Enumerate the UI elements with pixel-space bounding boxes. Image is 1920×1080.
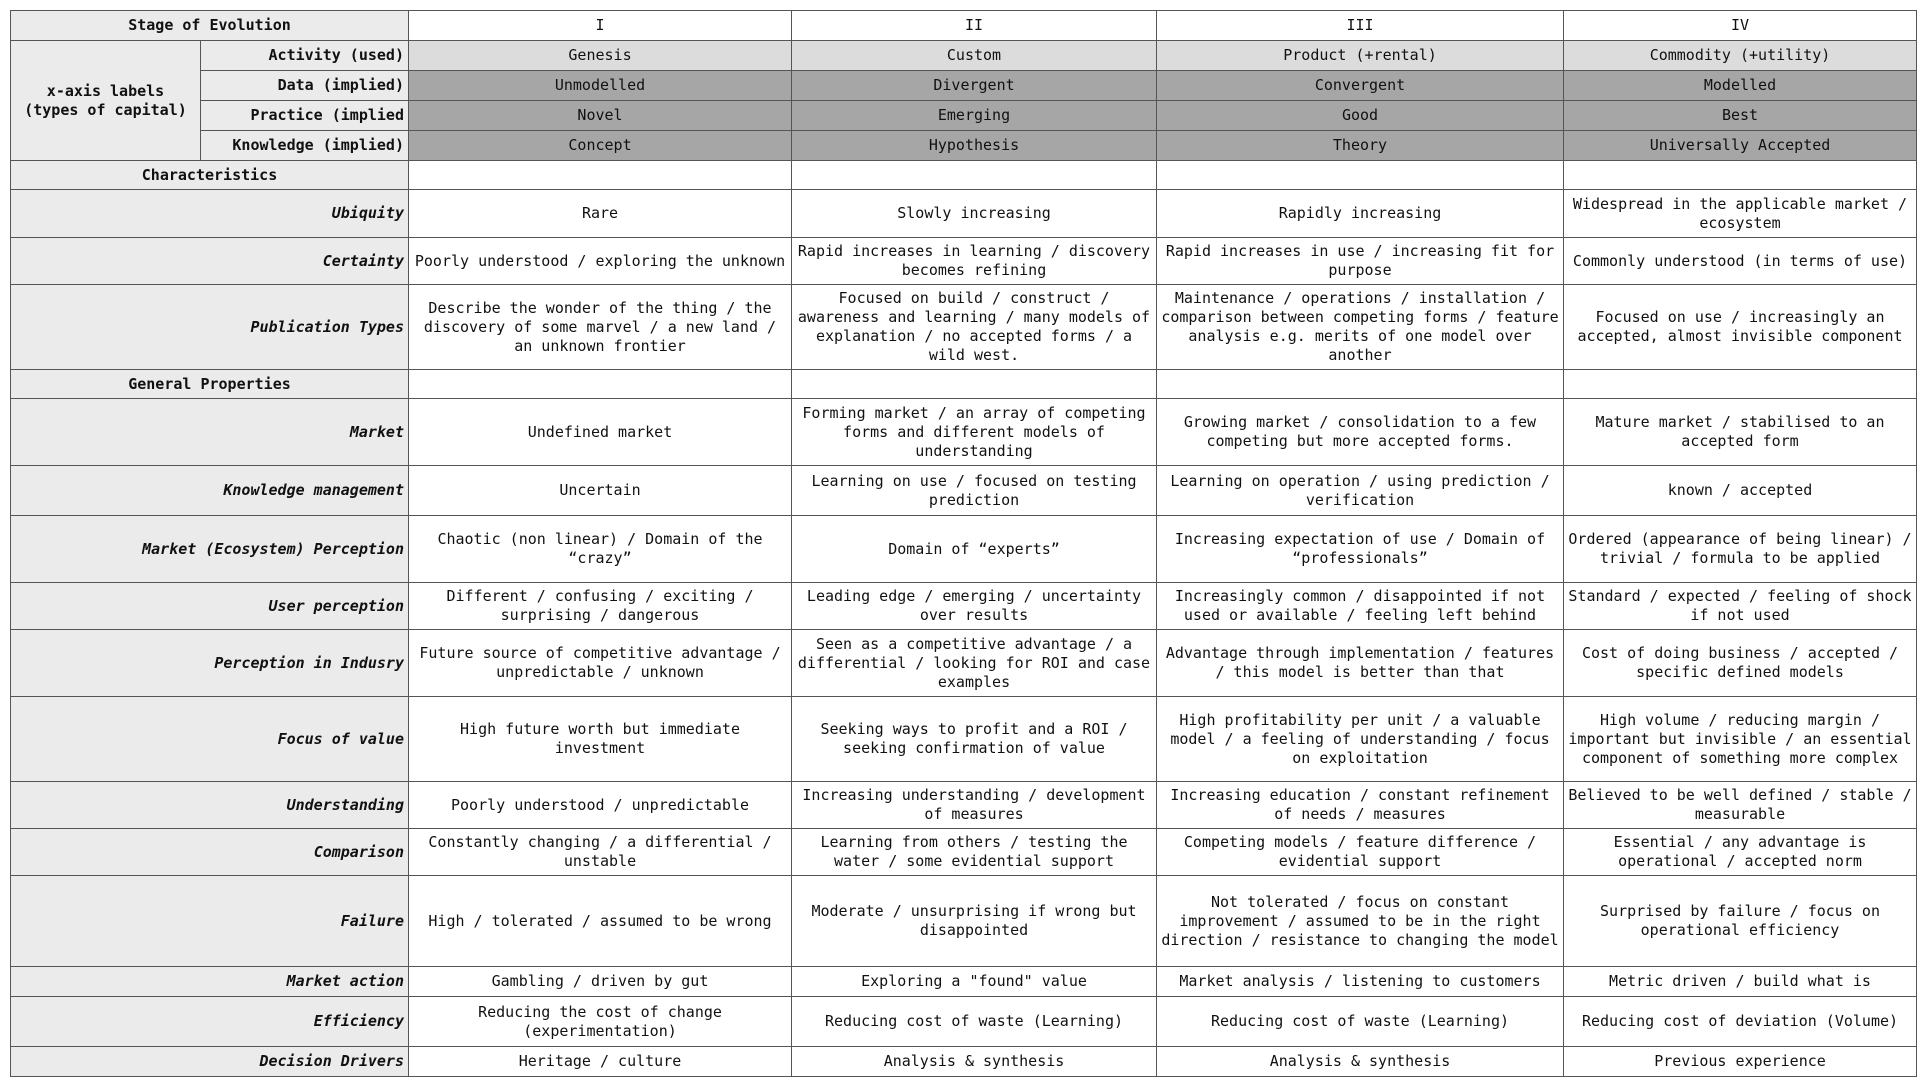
stage-cell: Rapid increases in learning / discovery becomes refining [792, 238, 1157, 285]
stage-cell: Increasing understanding / development of measures [792, 782, 1157, 829]
table-row [11, 782, 1917, 829]
xaxis-cell: Concept [409, 131, 792, 161]
stage-cell: Not tolerated / focus on constant improvement / assumed to be in the right direction / resistance to changing the model [1157, 876, 1564, 967]
table-row [11, 1047, 1917, 1077]
table-row [11, 583, 1917, 630]
stage-cell: Commonly understood (in terms of use) [1564, 238, 1917, 285]
section-blank-cell [1564, 161, 1917, 190]
stage-cell: Uncertain [409, 466, 792, 516]
stage-header-4: IV [1564, 11, 1917, 41]
table-row [11, 876, 1917, 967]
characteristics-section-title: Characteristics [11, 161, 409, 190]
stage-cell: Increasingly common / disappointed if not used or available / feeling left behind [1157, 583, 1564, 630]
table-row [11, 967, 1917, 997]
stage-cell: High future worth but immediate investment [409, 697, 792, 782]
table-row [11, 697, 1917, 782]
stage-cell: High profitability per unit / a valuable model / a feeling of understanding / focus on exploitation [1157, 697, 1564, 782]
stage-cell: Domain of “experts” [792, 516, 1157, 583]
row-label: Market action [11, 967, 409, 997]
xaxis-cell: Product (+rental) [1157, 41, 1564, 71]
row-label: Failure [11, 876, 409, 967]
stage-cell: Cost of doing business / accepted / specific defined models [1564, 630, 1917, 697]
stage-cell: Undefined market [409, 399, 792, 466]
stage-cell: Rapid increases in use / increasing fit for purpose [1157, 238, 1564, 285]
stage-cell: Mature market / stabilised to an accepted form [1564, 399, 1917, 466]
xaxis-cell: Emerging [792, 101, 1157, 131]
section-blank-cell [409, 161, 792, 190]
stage-cell: Forming market / an array of competing forms and different models of understanding [792, 399, 1157, 466]
stage-cell: Ordered (appearance of being linear) / trivial / formula to be applied [1564, 516, 1917, 583]
xaxis-cell: Novel [409, 101, 792, 131]
row-label: Publication Types [11, 285, 409, 370]
stage-cell: Essential / any advantage is operational / accepted norm [1564, 829, 1917, 876]
stage-cell: known / accepted [1564, 466, 1917, 516]
stage-cell: High / tolerated / assumed to be wrong [409, 876, 792, 967]
stage-cell: Describe the wonder of the thing / the discovery of some marvel / a new land / an unknown frontier [409, 285, 792, 370]
row-label: Market (Ecosystem) Perception [11, 516, 409, 583]
stage-cell: Poorly understood / unpredictable [409, 782, 792, 829]
xaxis-row-label: Knowledge (implied) [201, 131, 409, 161]
stage-cell: Competing models / feature difference / evidential support [1157, 829, 1564, 876]
section-blank-cell [792, 161, 1157, 190]
stage-cell: Poorly understood / exploring the unknown [409, 238, 792, 285]
stage-cell: Slowly increasing [792, 190, 1157, 238]
general-properties-section-row [11, 370, 1917, 399]
table-row [11, 516, 1917, 583]
stage-cell: Different / confusing / exciting / surprising / dangerous [409, 583, 792, 630]
stage-cell: Learning on use / focused on testing prediction [792, 466, 1157, 516]
xaxis-row [11, 101, 1917, 131]
stage-cell: Seen as a competitive advantage / a differential / looking for ROI and case examples [792, 630, 1157, 697]
stage-cell: Market analysis / listening to customers [1157, 967, 1564, 997]
section-blank-cell [409, 370, 792, 399]
row-label: Focus of value [11, 697, 409, 782]
stage-cell: Rare [409, 190, 792, 238]
stage-cell: High volume / reducing margin / important but invisible / an essential component of something more complex [1564, 697, 1917, 782]
xaxis-cell: Theory [1157, 131, 1564, 161]
xaxis-row [11, 41, 1917, 71]
row-label: Knowledge management [11, 466, 409, 516]
stage-cell: Maintenance / operations / installation / comparison between competing forms / feature analysis e.g. merits of one model over another [1157, 285, 1564, 370]
stage-cell: Widespread in the applicable market / ecosystem [1564, 190, 1917, 238]
row-label: Market [11, 399, 409, 466]
row-label: Comparison [11, 829, 409, 876]
general-properties-section-title: General Properties [11, 370, 409, 399]
stage-cell: Focused on use / increasingly an accepted, almost invisible component [1564, 285, 1917, 370]
xaxis-cell: Hypothesis [792, 131, 1157, 161]
stage-cell: Previous experience [1564, 1047, 1917, 1077]
stage-cell: Learning from others / testing the water / some evidential support [792, 829, 1157, 876]
stage-cell: Surprised by failure / focus on operational efficiency [1564, 876, 1917, 967]
stage-cell: Moderate / unsurprising if wrong but disappointed [792, 876, 1157, 967]
section-blank-cell [1157, 161, 1564, 190]
stage-cell: Learning on operation / using prediction / verification [1157, 466, 1564, 516]
table-row [11, 399, 1917, 466]
stage-cell: Believed to be well defined / stable / measurable [1564, 782, 1917, 829]
stage-cell: Standard / expected / feeling of shock if not used [1564, 583, 1917, 630]
xaxis-cell: Modelled [1564, 71, 1917, 101]
evolution-table [10, 10, 1917, 1077]
stage-cell: Analysis & synthesis [792, 1047, 1157, 1077]
xaxis-cell: Custom [792, 41, 1157, 71]
stage-cell: Growing market / consolidation to a few competing but more accepted forms. [1157, 399, 1564, 466]
stage-header-row [11, 11, 1917, 41]
table-row [11, 630, 1917, 697]
stage-cell: Future source of competitive advantage / unpredictable / unknown [409, 630, 792, 697]
stage-cell: Chaotic (non linear) / Domain of the “crazy” [409, 516, 792, 583]
xaxis-cell: Good [1157, 101, 1564, 131]
stage-header-2: II [792, 11, 1157, 41]
row-label: Decision Drivers [11, 1047, 409, 1077]
section-blank-cell [1564, 370, 1917, 399]
stage-cell: Rapidly increasing [1157, 190, 1564, 238]
stage-cell: Leading edge / emerging / uncertainty over results [792, 583, 1157, 630]
table-row [11, 190, 1917, 238]
stage-cell: Focused on build / construct / awareness and learning / many models of explanation / no accepted forms / a wild west. [792, 285, 1157, 370]
xaxis-cell: Commodity (+utility) [1564, 41, 1917, 71]
row-label: Efficiency [11, 997, 409, 1047]
stage-cell: Increasing expectation of use / Domain of “professionals” [1157, 516, 1564, 583]
row-label: User perception [11, 583, 409, 630]
table-row [11, 997, 1917, 1047]
xaxis-cell: Unmodelled [409, 71, 792, 101]
table-row [11, 466, 1917, 516]
table-row [11, 285, 1917, 370]
section-blank-cell [792, 370, 1157, 399]
xaxis-cell: Best [1564, 101, 1917, 131]
section-blank-cell [1157, 370, 1564, 399]
stage-cell: Reducing cost of waste (Learning) [792, 997, 1157, 1047]
xaxis-row-label: Activity (used) [201, 41, 409, 71]
table-row [11, 238, 1917, 285]
stage-cell: Reducing cost of deviation (Volume) [1564, 997, 1917, 1047]
xaxis-cell: Universally Accepted [1564, 131, 1917, 161]
xaxis-row-label: Data (implied) [201, 71, 409, 101]
stage-cell: Heritage / culture [409, 1047, 792, 1077]
stage-header-3: III [1157, 11, 1564, 41]
stage-cell: Seeking ways to profit and a ROI / seeking confirmation of value [792, 697, 1157, 782]
stage-cell: Analysis & synthesis [1157, 1047, 1564, 1077]
xaxis-row [11, 131, 1917, 161]
stage-cell: Reducing cost of waste (Learning) [1157, 997, 1564, 1047]
characteristics-section-row [11, 161, 1917, 190]
xaxis-row [11, 71, 1917, 101]
stage-cell: Reducing the cost of change (experimentation) [409, 997, 792, 1047]
stage-cell: Gambling / driven by gut [409, 967, 792, 997]
row-label: Certainty [11, 238, 409, 285]
xaxis-cell: Convergent [1157, 71, 1564, 101]
stage-cell: Advantage through implementation / features / this model is better than that [1157, 630, 1564, 697]
stage-cell: Increasing education / constant refinement of needs / measures [1157, 782, 1564, 829]
xaxis-row-label: Practice (implied [201, 101, 409, 131]
stage-cell: Metric driven / build what is [1564, 967, 1917, 997]
row-label: Ubiquity [11, 190, 409, 238]
stage-header-1: I [409, 11, 792, 41]
stage-of-evolution-label: Stage of Evolution [11, 11, 409, 41]
stage-cell: Exploring a "found" value [792, 967, 1157, 997]
xaxis-cell: Genesis [409, 41, 792, 71]
row-label: Perception in Indusry [11, 630, 409, 697]
row-label: Understanding [11, 782, 409, 829]
xaxis-group-label: x-axis labels (types of capital) [11, 41, 201, 161]
table-row [11, 829, 1917, 876]
xaxis-cell: Divergent [792, 71, 1157, 101]
stage-cell: Constantly changing / a differential / unstable [409, 829, 792, 876]
